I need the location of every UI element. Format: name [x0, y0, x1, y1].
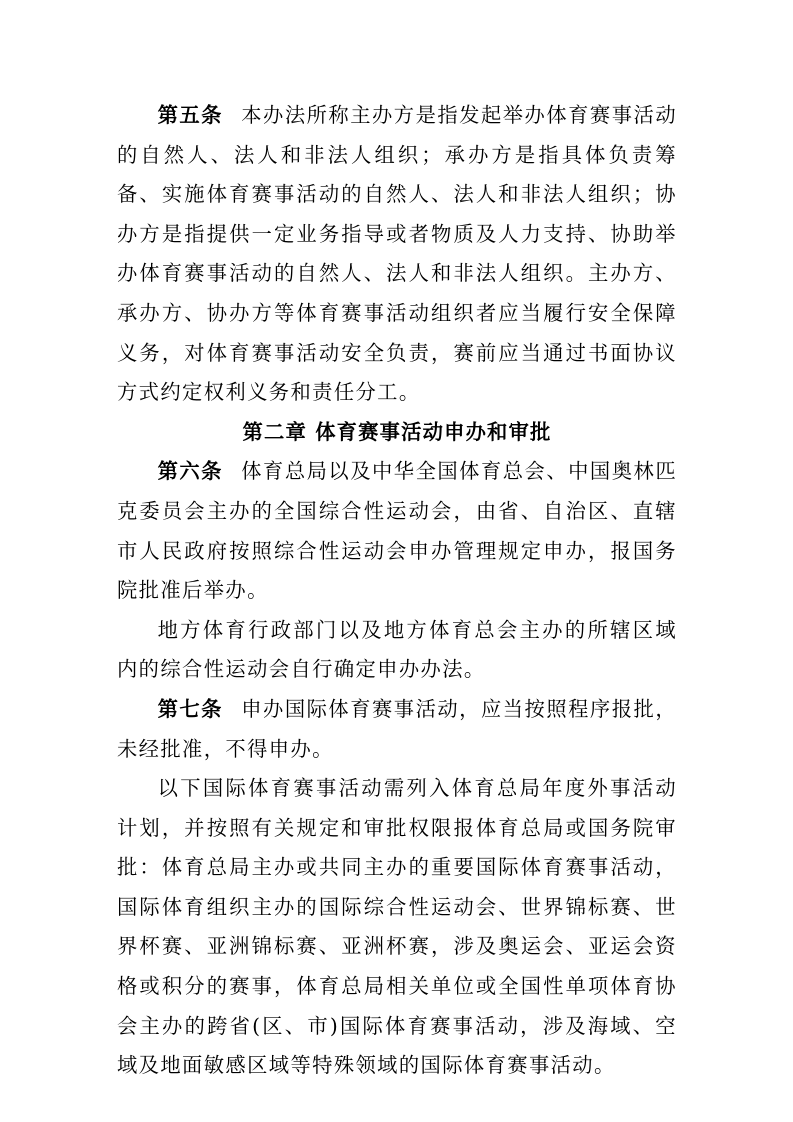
article-5-text: 本办法所称主办方是指发起举办体育赛事活动的自然人、法人和非法人组织；承办方是指具体负责筹备、实施体育赛事活动的自然人、法人和非法人组织；协办方是指提供一定业务指导或者物质及人力支持、协助举办体育赛事活动的自然人、法人和非法人组织。主办方、承办方、协办方等体育赛事活动组织者应当履行安全保障义务，对体育赛事活动安全负责，赛前应当通过书面协议方式约定权利义务和责任分工。	[117, 103, 677, 405]
chapter-2-heading: 第二章 体育赛事活动申办和审批	[242, 419, 552, 444]
article-7-paragraph	[117, 690, 677, 769]
article-6-paragraph	[117, 452, 677, 610]
article-5-number: 第五条	[157, 103, 223, 127]
article-7-number: 第七条	[157, 696, 223, 721]
article-6-text: 体育总局以及中华全国体育总会、中国奥林匹克委员会主办的全国综合性运动会，由省、自治区、直辖市人民政府按照综合性运动会申办管理规定申办，报国务院批准后举办。	[117, 459, 677, 603]
article-6-paragraph-2: 地方体育行政部门以及地方体育总会主办的所辖区域内的综合性运动会自行确定申办办法。	[117, 617, 677, 682]
article-7-text: 申办国际体育赛事活动，应当按照程序报批，未经批准，不得申办。	[117, 696, 677, 761]
article-6-number: 第六条	[157, 459, 223, 484]
document-body	[117, 96, 677, 1086]
article-5-paragraph	[117, 96, 677, 413]
article-7-paragraph-2: 以下国际体育赛事活动需列入体育总局年度外事活动计划，并按照有关规定和审批权限报体育总局或国务院审批：体育总局主办或共同主办的重要国际体育赛事活动，国际体育组织主办的国际综合性运动会、世界锦标赛、世界杯赛、亚洲锦标赛、亚洲杯赛，涉及奥运会、亚运会资格或积分的赛事，体育总局相关单位或全国性单项体育协会主办的跨省(区、市)国际体育赛事活动，涉及海域、空域及地面敏感区域等特殊领域的国际体育赛事活动。	[117, 776, 677, 1078]
